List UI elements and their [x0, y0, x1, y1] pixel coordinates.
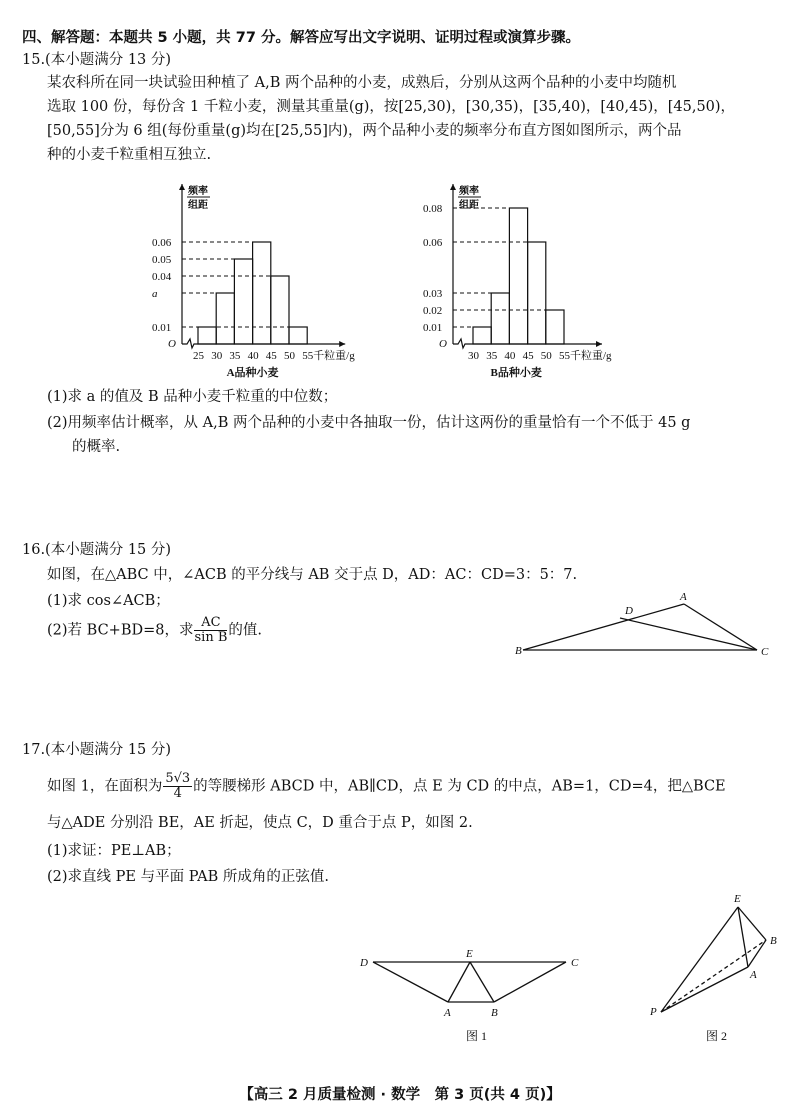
q17-figure-2: [661, 907, 766, 1012]
y-label-bottom: 组距: [459, 200, 479, 211]
y-label-bottom: 组距: [188, 200, 208, 211]
q15-sub1: (1)求 a 的值及 B 品种小麦千粒重的中位数；: [47, 389, 338, 405]
y-tick-label: 0.03: [423, 288, 443, 300]
x-tick-label: 55: [559, 350, 570, 362]
chart-title: A品种小麦: [226, 367, 279, 379]
histogram-bar: [546, 310, 564, 344]
x-tick-label: 35: [486, 350, 498, 362]
histogram-a: [152, 184, 355, 379]
q17-sub2: (2)求直线 PE 与平面 PAB 所成角的正弦值.: [47, 869, 329, 885]
y-tick-label: 0.04: [152, 271, 172, 283]
q15-title: 15.(本小题满分 13 分): [22, 52, 172, 68]
q17-title: 17.(本小题满分 15 分): [22, 742, 172, 758]
fig1-label-d: D: [360, 957, 368, 969]
q15-sub2: (2)用频率估计概率，从 A,B 两个品种的小麦中各抽取一份，估计这两份的重量恰有一个不低于 45 g: [47, 415, 691, 431]
y-tick-label: 0.08: [423, 203, 443, 215]
fig1-label-b: B: [491, 1007, 498, 1019]
frac-numerator: AC: [194, 616, 227, 631]
fig1-label-a: A: [444, 1007, 451, 1019]
q17-line1: [47, 772, 726, 801]
histogram-bar: [253, 242, 271, 344]
y-label-top: 频率: [188, 186, 208, 197]
fig2-label-a: A: [750, 969, 757, 981]
fig1-label-c: C: [571, 957, 579, 969]
x-tick-label: 25: [193, 350, 204, 362]
fraction-ac-over-sinb: [194, 616, 227, 645]
histogram-bar: [216, 293, 234, 344]
x-tick-label: 45: [265, 350, 277, 362]
chart-title: B品种小麦: [490, 367, 542, 379]
histogram-bar: [528, 242, 546, 344]
y-axis-arrow-icon: [179, 184, 185, 190]
y-tick-label: 0.01: [152, 322, 172, 334]
y-axis-arrow-icon: [450, 184, 456, 190]
origin-label: O: [439, 338, 447, 350]
q15-line: 种的小麦千粒重相互独立.: [47, 147, 212, 163]
fig2-label-e: E: [734, 893, 741, 905]
histogram-bar: [234, 259, 252, 344]
fig1-caption: 图 1: [466, 1029, 488, 1043]
q16-sub1: (1)求 cos∠ACB；: [47, 593, 170, 609]
x-axis-label: 千粒重/g: [570, 350, 612, 362]
y-tick-label: 0.02: [423, 305, 443, 317]
x-tick-label: 30: [468, 350, 479, 362]
x-tick-label: 50: [284, 350, 295, 362]
x-tick-label: 35: [229, 350, 241, 362]
x-axis-arrow-icon: [339, 341, 345, 347]
q15-line: 选取 100 份，每份含 1 千粒小麦，测量其重量(g)，按[25,30)，[30,35)，[35,40)，[40,45)，[45,50)，: [47, 99, 736, 115]
fig2-label-p: P: [650, 1006, 657, 1018]
q16-title: 16.(本小题满分 15 分): [22, 542, 172, 558]
label-c: C: [761, 646, 769, 658]
histogram-bar: [473, 327, 491, 344]
frac-numerator: 5√3: [165, 771, 191, 786]
q17-figure-1: [373, 962, 566, 1002]
histogram-b: [423, 184, 612, 379]
y-tick-label: 0.06: [423, 237, 443, 249]
q16-sub2-post: 的值.: [228, 622, 262, 639]
q17-line1-pre: 如图 1，在面积为: [47, 778, 163, 795]
fig1-label-e: E: [466, 948, 473, 960]
section-header: 四、解答题：本题共 5 小题，共 77 分。解答应写出文字说明、证明过程或演算步骤。: [22, 30, 580, 46]
y-tick-label: a: [152, 288, 158, 300]
q16-line1: 如图，在△ABC 中，∠ACB 的平分线与 AB 交于点 D，AD：AC：CD=3：5：7.: [47, 567, 578, 583]
frac-denominator: 4: [173, 786, 182, 801]
q17-line1-post: 的等腰梯形 ABCD 中，AB∥CD，点 E 为 CD 的中点，AB=1，CD=4，把△BCE: [193, 778, 726, 795]
q16-sub2-pre: (2)若 BC+BD=8，求: [47, 622, 194, 639]
fig2-caption: 图 2: [706, 1029, 728, 1043]
y-label-top: 频率: [459, 186, 479, 197]
x-tick-label: 50: [540, 350, 552, 362]
q16-triangle-figure: [523, 604, 757, 650]
page-footer: 【高三 2 月质量检测 · 数学 第 3 页(共 4 页)】: [239, 1087, 561, 1103]
q17-line2: 与△ADE 分别沿 BE，AE 折起，使点 C，D 重合于点 P，如图 2.: [47, 815, 473, 831]
x-axis-arrow-icon: [596, 341, 602, 347]
q15-sub2-cont: 的概率.: [72, 439, 121, 455]
label-b: B: [515, 645, 522, 657]
fig2-label-b: B: [770, 935, 777, 947]
histogram-bar: [289, 327, 307, 344]
q15-line: 某农科所在同一块试验田种植了 A,B 两个品种的小麦，成熟后，分别从这两个品种的小麦中均随机: [47, 75, 677, 91]
label-a: A: [680, 591, 687, 603]
q15-line: [50,55]分为 6 组(每份重量(g)均在[25,55]内)，两个品种小麦的频率分布直方图如图所示，两个品: [47, 123, 682, 139]
x-tick-label: 55: [302, 350, 314, 362]
x-tick-label: 40: [504, 350, 516, 362]
x-tick-label: 30: [211, 350, 223, 362]
segment-ac: [684, 604, 757, 650]
histogram-bar: [509, 208, 527, 344]
histogram-bar: [198, 327, 216, 344]
q17-sub1: (1)求证：PE⊥AB；: [47, 843, 181, 859]
segment-dc: [620, 618, 757, 650]
x-tick-label: 40: [247, 350, 259, 362]
y-tick-label: 0.01: [423, 322, 443, 334]
y-tick-label: 0.05: [152, 254, 172, 266]
fraction-area: [163, 772, 192, 801]
q16-sub2: [47, 616, 262, 645]
histogram-bar: [271, 276, 289, 344]
y-tick-label: 0.06: [152, 237, 172, 249]
origin-label: O: [168, 338, 176, 350]
x-axis-label: 千粒重/g: [313, 350, 355, 362]
frac-denominator: sin B: [194, 630, 228, 645]
histogram-bar: [491, 293, 509, 344]
label-d: D: [625, 605, 633, 617]
x-tick-label: 45: [522, 350, 534, 362]
